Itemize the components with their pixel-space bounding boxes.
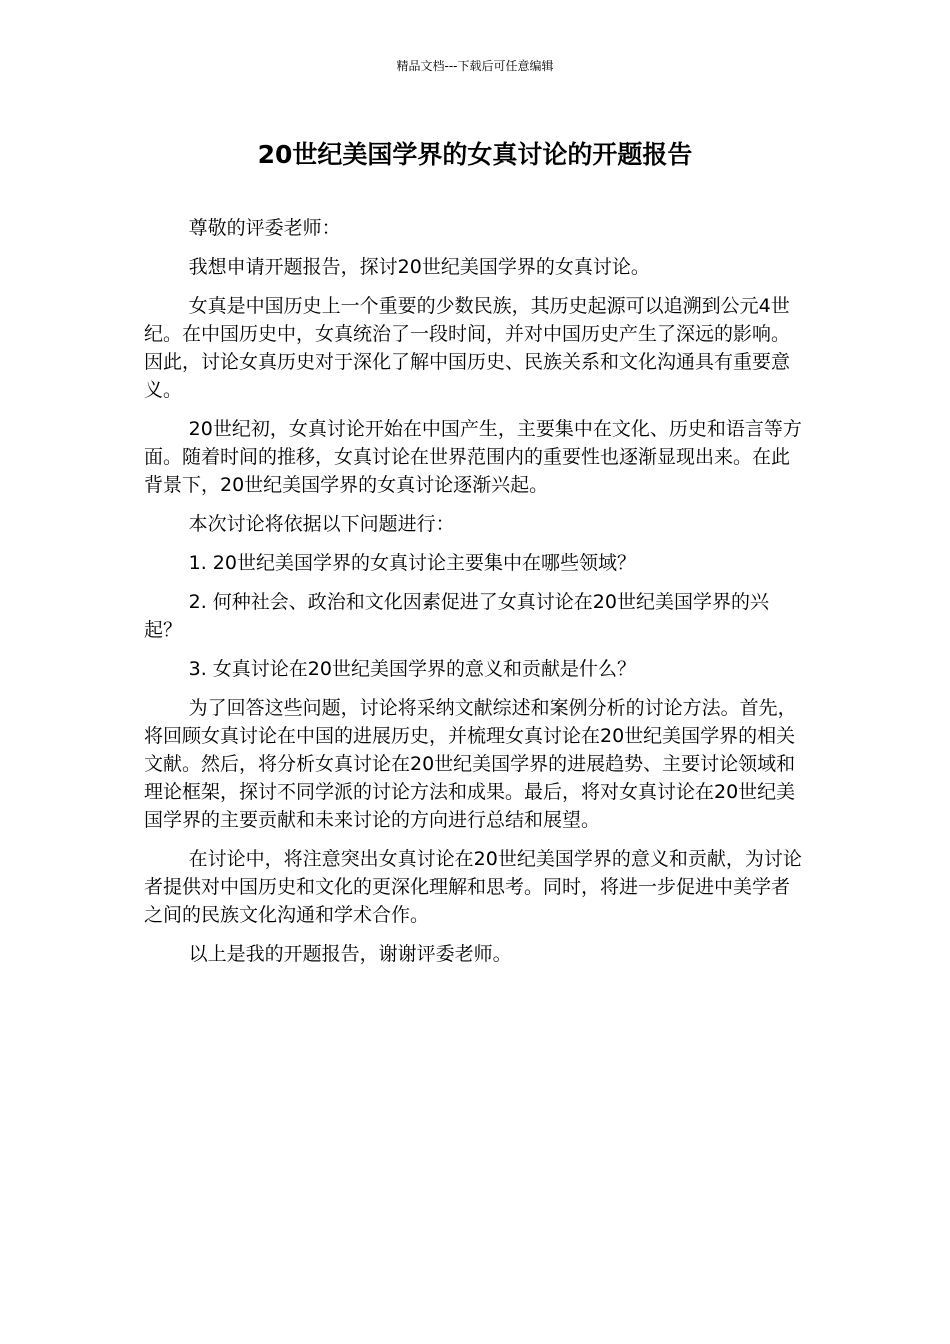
background-paragraph: 女真是中国历史上一个重要的少数民族，其历史起源可以追溯到公元4世纪。在中国历史中，女真统治了一段时间，并对中国历史产生了深远的影响。因此，讨论女真历史对于深化了解中国历史、民族关系和文化沟通具有重要意义。 xyxy=(144,295,791,401)
significance-paragraph: 在讨论中，将注意突出女真讨论在20世纪美国学界的意义和贡献，为讨论者提供对中国历史和文化的更深化理解和思考。同时，将进一步促进中美学者之间的民族文化沟通和学术合作。 xyxy=(144,848,802,926)
document-body xyxy=(144,214,804,979)
question-item: 3. 女真讨论在20世纪美国学界的意义和贡献是什么？ xyxy=(188,658,636,680)
salutation: 尊敬的评委老师： xyxy=(188,217,341,239)
document-title: 20世纪美国学界的女真讨论的开题报告 xyxy=(257,140,693,169)
page-header: 精品文档---下载后可任意编辑 xyxy=(396,59,554,73)
history-paragraph: 20世纪初，女真讨论开始在中国产生，主要集中在文化、历史和语言等方面。随着时间的推移，女真讨论在世界范围内的重要性也逐渐显现出来。在此背景下，20世纪美国学界的女真讨论逐渐兴起。 xyxy=(144,418,802,496)
closing-paragraph: 以上是我的开题报告，谢谢评委老师。 xyxy=(188,943,512,965)
intro-paragraph: 我想申请开题报告，探讨20世纪美国学界的女真讨论。 xyxy=(188,256,650,278)
question-item: 2. 何种社会、政治和文化因素促进了女真讨论在20世纪美国学界的兴起？ xyxy=(144,591,769,641)
questions-intro: 本次讨论将依据以下问题进行： xyxy=(188,513,455,535)
methods-paragraph: 为了回答这些问题，讨论将采纳文献综述和案例分析的讨论方法。首先，将回顾女真讨论在中国的进展历史，并梳理女真讨论在20世纪美国学界的相关文献。然后，将分析女真讨论在20世纪美国学界的进展趋势、主要讨论领域和理论框架，探讨不同学派的讨论方法和成果。最后，将对女真讨论在20世纪美国学界的主要贡献和未来讨论的方向进行总结和展望。 xyxy=(144,697,797,831)
question-item: 1. 20世纪美国学界的女真讨论主要集中在哪些领域？ xyxy=(188,552,636,574)
